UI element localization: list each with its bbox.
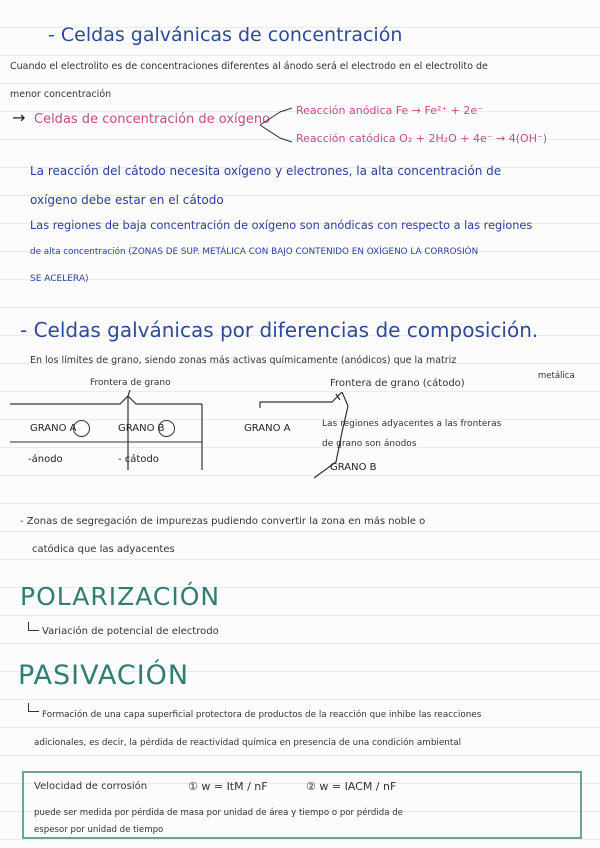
section2-title: - Celdas galvánicas por diferencias de composición. [20,318,539,342]
intro-line-2: menor concentración [10,89,112,100]
grain-boundary-line: En los límites de grano, siendo zonas más activas químicamente (anódicos) que la matriz [30,355,457,366]
right-note-line-2: de grano son ánodos [322,439,417,449]
polarizacion-title: POLARIZACIÓN [20,582,221,611]
right-grain-b: GRANO B [330,462,377,473]
blue-line-2: oxígeno debe estar en el cátodo [30,193,224,207]
velocidad-note-2: espesor por unidad de tiempo [34,825,164,835]
intro-line-1: Cuando el electrolito es de concentraciones diferentes al ánodo será el electrodo en el electrolito de [10,61,488,72]
section1-title: - Celdas galvánicas de concentración [48,24,403,46]
pasivacion-title: PASIVACIÓN [18,660,190,691]
blue-line-4: de alta concentración (ZONAS DE SUP. METÁLICA CON BAJO CONTENIDO EN OXÍGENO LA CORROSIÓN [30,247,479,257]
branch-brace [258,100,298,150]
pasivacion-line-1: Formación de una capa superficial protectora de productos de la reacción que inhibe las reacciones [42,710,482,720]
cathode-label: - cátodo [118,454,159,465]
blue-line-3: Las regiones de baja concentración de oxígeno son anódicas con respecto a las regiones [30,219,533,232]
segregation-line-2: catódica que las adyacentes [32,544,175,555]
velocidad-label: Velocidad de corrosión [34,781,148,792]
segregation-line-1: - Zonas de segregación de impurezas pudiendo convertir la zona en más noble o [20,516,426,527]
polarizacion-text: Variación de potencial de electrodo [42,626,219,637]
concept-label: Celdas de concentración de oxígeno [34,112,271,127]
pasivacion-arrow-icon [28,703,39,712]
left-grain-b: GRANO B [118,423,165,434]
right-border-label: Frontera de grano (cátodo) [330,378,465,389]
grain-boundary-line-cont: metálica [538,371,575,381]
left-border-label: Frontera de grano [90,378,171,388]
pasivacion-line-2: adicionales, es decir, la pérdida de reactividad química en presencia de una condición ambiental [34,738,462,748]
velocidad-note-1: puede ser medida por pérdida de masa por unidad de área y tiempo o por pérdida de [34,808,403,818]
reaction-cathodic: Reacción catódica O₂ + 2H₂O + 4e⁻ → 4(OH⁻) [296,132,548,145]
left-grain-a: GRANO A [30,423,77,434]
grain-a-circle-icon [73,420,90,437]
arrow-icon: → [12,108,26,127]
grain-b-circle-icon [158,420,175,437]
right-note-line-1: Las regiones adyacentes a las fronteras [322,419,502,429]
anode-label: -ánodo [28,454,63,465]
polarizacion-arrow-icon [28,622,39,631]
velocidad-formula-2: ② w = IACM / nF [306,780,397,793]
blue-line-1: La reacción del cátodo necesita oxígeno y electrones, la alta concentración de [30,164,502,178]
right-grain-a: GRANO A [244,423,291,434]
blue-line-5: SE ACELERA) [30,274,89,284]
velocidad-formula-1: ① w = ItM / nF [188,780,268,793]
reaction-anodic: Reacción anódica Fe → Fe²⁺ + 2e⁻ [296,104,483,117]
